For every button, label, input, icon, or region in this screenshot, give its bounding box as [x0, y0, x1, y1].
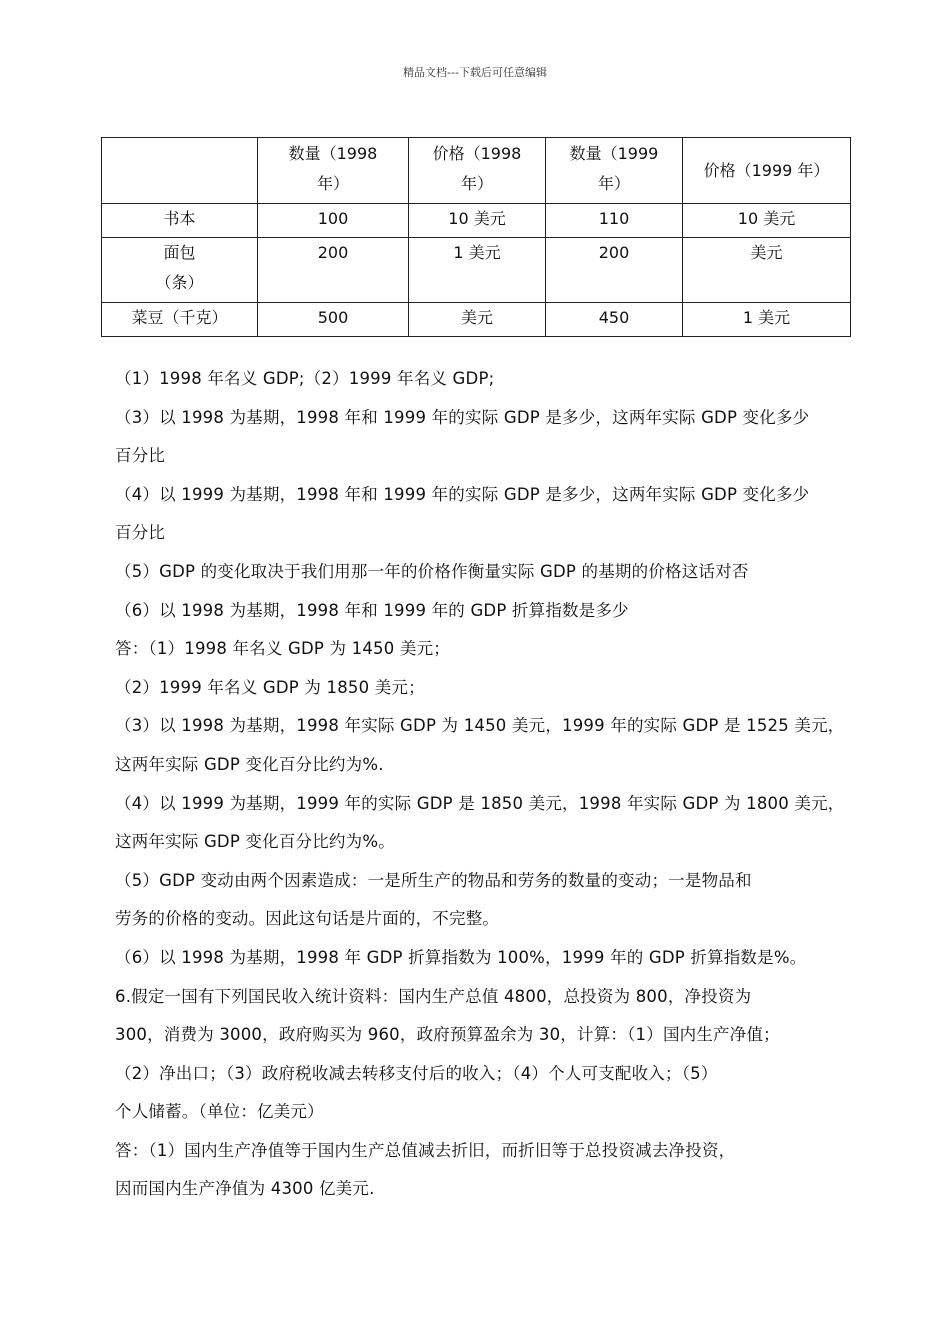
table-cell: 菜豆（千克）: [102, 303, 258, 337]
text-line: （3）以 1998 为基期，1998 年和 1999 年的实际 GDP 是多少，这两年实际 GDP 变化多少: [115, 407, 810, 427]
text-line: 因而国内生产净值为 4300 亿美元.: [115, 1179, 375, 1199]
header-qty-1998-line1: 数量（1998: [288, 144, 378, 163]
text-line: （4）以 1999 为基期，1998 年和 1999 年的实际 GDP 是多少，这两年实际 GDP 变化多少: [115, 484, 810, 504]
table-header-cell: [546, 138, 683, 204]
header-price-1998-line1: 价格（1998: [432, 144, 522, 163]
table-header-cell: 价格（1999 年）: [683, 138, 851, 204]
text-line: 这两年实际 GDP 变化百分比约为%。: [115, 832, 395, 852]
table-cell: 10 美元: [409, 204, 546, 238]
table-cell: 1 美元: [683, 303, 851, 337]
header-qty-1999-line1: 数量（1999: [569, 144, 659, 163]
text-line: 300，消费为 3000，政府购买为 960，政府预算盈余为 30，计算：（1）国内生产净值；: [115, 1025, 780, 1045]
text-line: 答：（1）1998 年名义 GDP 为 1450 美元；: [115, 639, 450, 659]
table-cell: 500: [258, 303, 409, 337]
table-header-cell: [258, 138, 409, 204]
header-qty-1998-line2: 年）: [316, 174, 349, 193]
text-line: 这两年实际 GDP 变化百分比约为%.: [115, 754, 384, 774]
table-cell: [102, 238, 258, 303]
text-line: 百分比: [115, 446, 166, 466]
row-bread-line1: 面包: [163, 243, 196, 262]
text-line: 劳务的价格的变动。因此这句话是片面的，不完整。: [115, 909, 500, 929]
text-line: 个人储蓄。（单位：亿美元）: [115, 1102, 324, 1122]
text-line: （3）以 1998 为基期，1998 年实际 GDP 为 1450 美元，1999 年的实际 GDP 是 1525 美元，: [115, 716, 845, 736]
table-cell: 450: [546, 303, 683, 337]
text-line: 百分比: [115, 523, 166, 543]
table-header-cell: [409, 138, 546, 204]
table-header-row: [102, 138, 851, 204]
text-line: 答：（1）国内生产净值等于国内生产总值减去折旧，而折旧等于总投资减去净投资，: [115, 1140, 736, 1160]
text-line: （5）GDP 变动由两个因素造成：一是所生产的物品和劳务的数量的变动；一是物品和: [115, 870, 752, 890]
text-line: （4）以 1999 为基期，1999 年的实际 GDP 是 1850 美元，1998 年实际 GDP 为 1800 美元，: [115, 793, 845, 813]
table-cell: 110: [546, 204, 683, 238]
text-line: （2）1999 年名义 GDP 为 1850 美元；: [115, 677, 425, 697]
table-cell: 200: [546, 238, 683, 303]
table-cell: 美元: [683, 238, 851, 303]
text-line: 6.假定一国有下列国民收入统计资料：国内生产总值 4800，总投资为 800，净投资为: [115, 986, 752, 1006]
table-row: [102, 303, 851, 337]
header-price-1998-line2: 年）: [460, 174, 493, 193]
text-line: （6）以 1998 为基期，1998 年 GDP 折算指数为 100%，1999 年的 GDP 折算指数是%。: [115, 947, 807, 967]
table-cell: 书本: [102, 204, 258, 238]
text-line: （5）GDP 的变化取决于我们用那一年的价格作衡量实际 GDP 的基期的价格这话对否: [115, 561, 749, 581]
page-header: 精品文档---下载后可任意编辑: [403, 66, 547, 79]
header-qty-1999-line2: 年）: [597, 174, 630, 193]
table-cell: 1 美元: [409, 238, 546, 303]
table-cell: 200: [258, 238, 409, 303]
table-cell: [102, 138, 258, 204]
table-row: [102, 204, 851, 238]
price-quantity-table: [101, 137, 851, 337]
row-bread-line2: （条）: [155, 273, 204, 292]
text-line: （2）净出口；（3）政府税收减去转移支付后的收入；（4）个人可支配收入；（5）: [115, 1063, 718, 1083]
table-cell: 美元: [409, 303, 546, 337]
table-cell: 100: [258, 204, 409, 238]
text-line: （6）以 1998 为基期，1998 年和 1999 年的 GDP 折算指数是多少: [115, 600, 629, 620]
text-line: （1）1998 年名义 GDP;（2）1999 年名义 GDP;: [115, 369, 495, 388]
table-cell: 10 美元: [683, 204, 851, 238]
table-row: [102, 238, 851, 303]
document-body: [115, 360, 855, 1209]
